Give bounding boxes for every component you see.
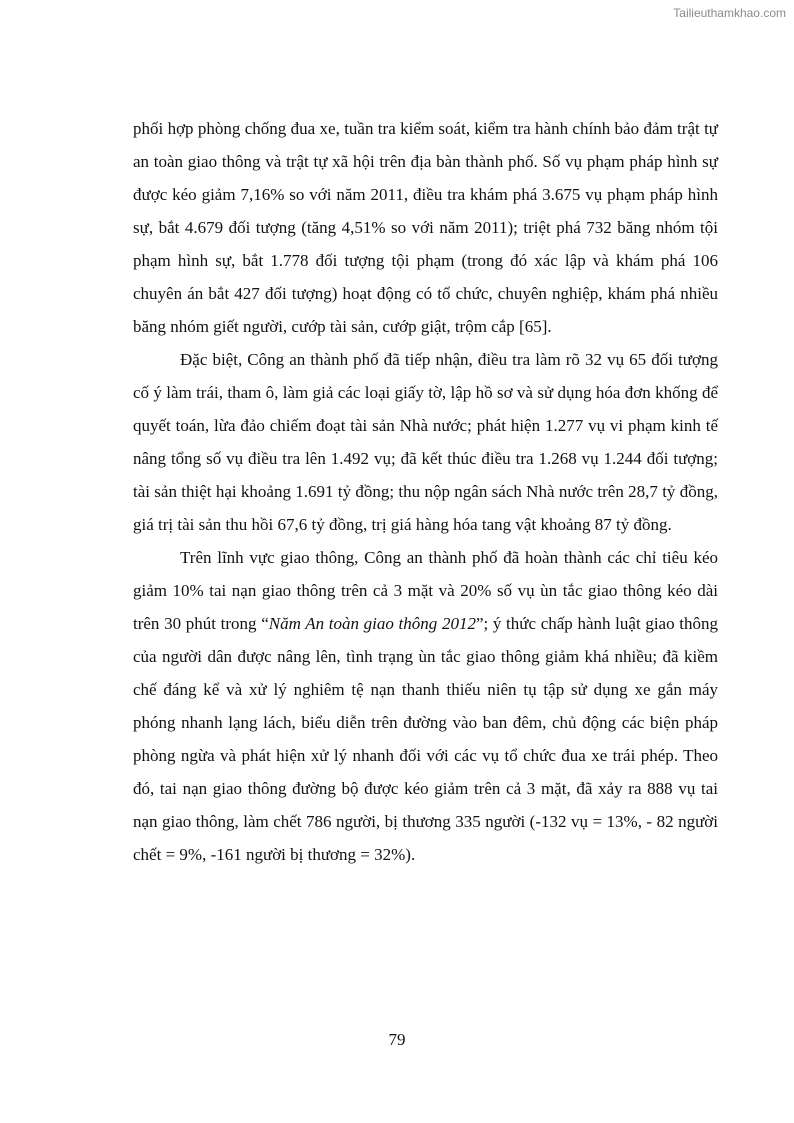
document-body [133, 112, 718, 871]
paragraph-3 [133, 541, 718, 871]
page-number: 79 [388, 1030, 406, 1049]
paragraph-3-text-end: ”; ý thức chấp hành luật giao thông của người dân được nâng lên, tình trạng ùn tắc giao thông giảm khá nhiều; đã kiềm chế đáng kể và xử lý nghiêm tệ nạn thanh thiếu niên tụ tập sử dụng xe gắn máy phóng nhanh lạng lách, biểu diễn trên đường vào ban đêm, chủ động các biện pháp phòng ngừa và phát hiện xử lý nhanh đối với các vụ tổ chức đua xe trái phép. Theo đó, tai nạn giao thông đường bộ được kéo giảm trên cả 3 mặt, đã xảy ra 888 vụ tai nạn giao thông, làm chết 786 người, bị thương 335 người (-132 vụ = 13%, - 82 người chết = 9%, -161 người bị thương = 32%). [133, 614, 718, 864]
paragraph-2: Đặc biệt, Công an thành phố đã tiếp nhận, điều tra làm rõ 32 vụ 65 đối tượng cố ý làm trái, tham ô, làm giả các loại giấy tờ, lập hồ sơ và sử dụng hóa đơn khống để quyết toán, lừa đảo chiếm đoạt tài sản Nhà nước; phát hiện 1.277 vụ vi phạm kinh tế nâng tổng số vụ điều tra lên 1.492 vụ; đã kết thúc điều tra 1.268 vụ 1.244 đối tượng; tài sản thiệt hại khoảng 1.691 tỷ đồng; thu nộp ngân sách Nhà nước trên 28,7 tỷ đồng, giá trị tài sản thu hồi 67,6 tỷ đồng, trị giá hàng hóa tang vật khoảng 87 tỷ đồng. [133, 350, 718, 534]
paragraph-3-text-start: Trên lĩnh vực giao thông, Công an thành phố đã hoàn thành các chỉ tiêu kéo giảm 10% tai nạn giao thông trên cả 3 mặt và 20% số vụ ùn tắc giao thông kéo dài trên 30 phút trong “ [133, 548, 718, 633]
paragraph-1: phối hợp phòng chống đua xe, tuần tra kiểm soát, kiểm tra hành chính bảo đảm trật tự an toàn giao thông và trật tự xã hội trên địa bàn thành phố. Số vụ phạm pháp hình sự được kéo giảm 7,16% so với năm 2011, điều tra khám phá 3.675 vụ phạm pháp hình sự, bắt 4.679 đối tượng (tăng 4,51% so với năm 2011); triệt phá 732 băng nhóm tội phạm hình sự, bắt 1.778 đối tượng tội phạm (trong đó xác lập và khám phá 106 chuyên án bắt 427 đối tượng) hoạt động có tổ chức, chuyên nghiệp, khám phá nhiều băng nhóm giết người, cướp tài sản, cướp giật, trộm cắp [65]. [133, 119, 718, 336]
watermark: Tailieuthamkhao.com [673, 6, 786, 20]
paragraph-3-italic-title: Năm An toàn giao thông 2012 [268, 614, 476, 633]
